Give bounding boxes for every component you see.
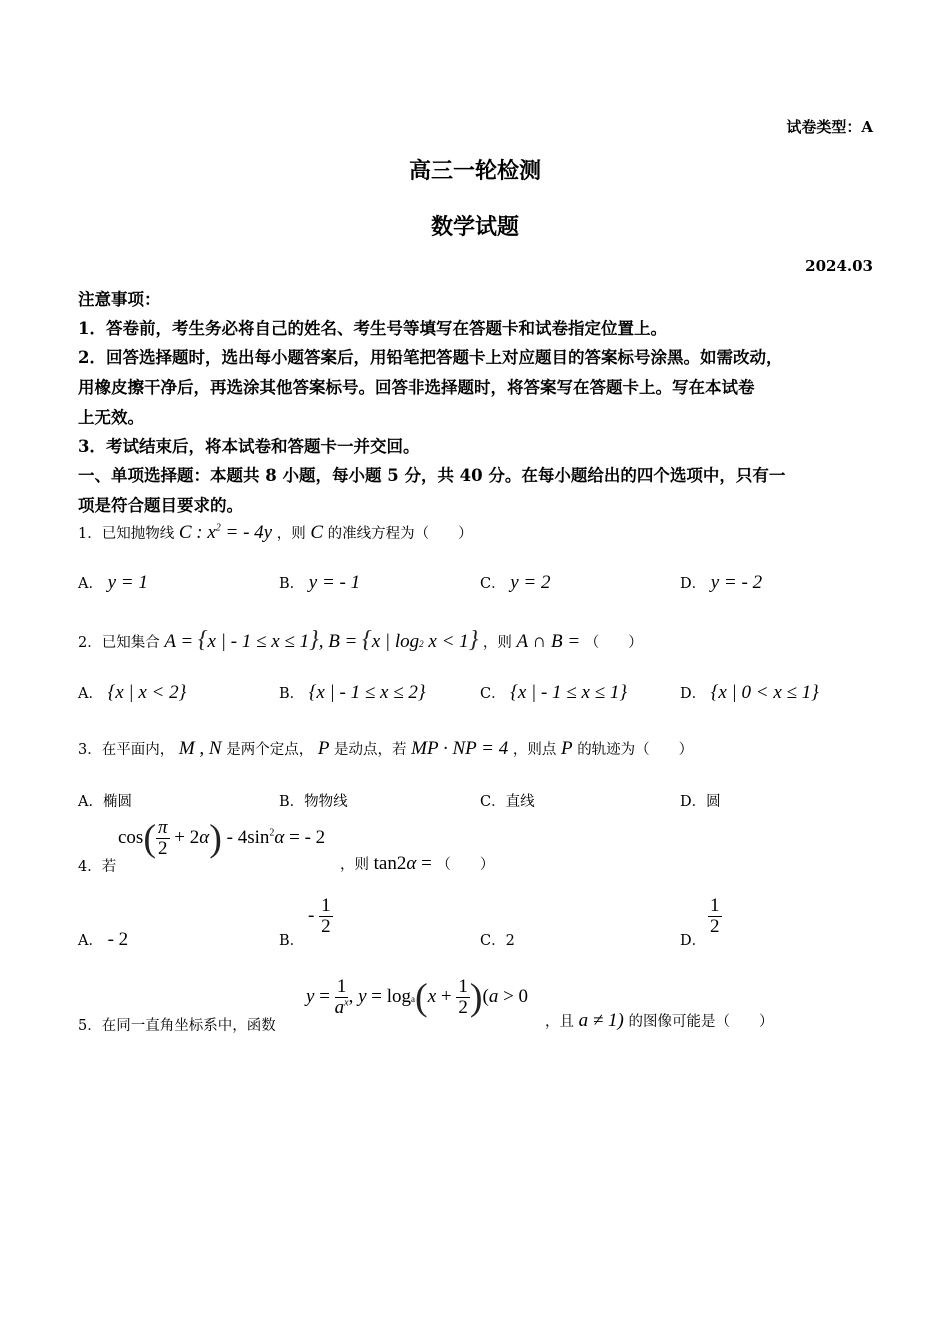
exam-title: 高三一轮检测: [408, 158, 541, 184]
q3-var-p2: P: [560, 738, 573, 759]
q2-mid: ，则: [482, 635, 512, 651]
q1-suffix: 的准线方程为（ ）: [327, 526, 473, 542]
q3-var-p: P: [317, 738, 330, 759]
q1-expression: C : $x^2$ = - 4y: [178, 522, 273, 543]
q4-mid: ，则: [340, 857, 369, 873]
note-3: 3．考试结束后，将本试卷和答题卡一并交回。: [78, 437, 420, 456]
q1-option-c: C． y = 2: [480, 572, 551, 593]
note-2-cont: 用橡皮擦干净后，再选涂其他答案标号。回答非选择题时，将答案写在答题卡上。写在本试卷: [78, 378, 755, 397]
q4-option-c: C．2: [480, 933, 515, 949]
q3-expression: MP · NP = 4: [411, 738, 509, 759]
q3-option-d: D．圆: [680, 794, 721, 810]
q3-text-2: 是动点，若: [334, 742, 407, 758]
q2-option-b: B． {x | - 1 ≤ x ≤ 2}: [279, 682, 426, 703]
q4-expression: cos( $\frac{\pi}{2}$ + $2\alpha) - 4\sin^2\alpha$ = - 2: [118, 817, 326, 860]
q3-option-c: C．直线: [480, 794, 535, 810]
q5-suffix: 的图像可能是（ ）: [628, 1014, 774, 1030]
q1-option-a: A． y = 1: [78, 572, 148, 593]
section-heading: 一、单项选择题：本题共 8 小题，每小题 5 分，共 40 分。在每小题给出的四个选项中，只有一: [78, 466, 786, 485]
q1-var: C: [310, 522, 324, 543]
q2-expression-2: A ∩ B =: [516, 631, 581, 652]
q1-mid: ，则: [276, 526, 306, 542]
q1-prefix: 1．已知抛物线: [78, 526, 175, 542]
q4-option-b-label: B．: [279, 933, 305, 949]
q2-option-c: C． {x | - 1 ≤ x ≤ 1}: [480, 682, 627, 703]
question-2: [78, 627, 643, 654]
q3-suffix: 的轨迹为（ ）: [577, 742, 694, 758]
q3-text-1: 是两个定点，: [226, 742, 314, 758]
notes-heading: 注意事项：: [78, 290, 161, 309]
q2-expression: A = {x | - 1 ≤ x ≤ 1}, B = {x | log2 x < 1}: [164, 627, 479, 653]
q4-prefix: 4．若: [78, 859, 117, 875]
q3-points: M , N: [178, 738, 222, 759]
q4-option-b: - $\frac{1}{2}$: [308, 895, 331, 937]
question-1: [78, 522, 473, 544]
q5-prefix: 5．在同一直角坐标系中，函数: [78, 1018, 276, 1034]
q3-option-b: B．物物线: [279, 794, 348, 810]
question-3: [78, 738, 693, 760]
q4-suffix: （ ）: [436, 857, 495, 873]
q5-expression-2: a ≠ 1): [578, 1010, 624, 1031]
q4-option-d: $\frac{1}{2}$: [710, 895, 720, 937]
q4-expression-2: tan2α =: [373, 853, 432, 874]
question-5: [545, 1010, 773, 1032]
q4-option-d-label: D．: [680, 933, 707, 949]
subject-title: 数学试题: [430, 214, 519, 240]
section-heading-cont: 项是符合题目要求的。: [78, 496, 243, 515]
q3-text-3: ，则点: [512, 742, 557, 758]
q5-mid: ，且: [545, 1014, 574, 1030]
q3-prefix: 3．在平面内，: [78, 742, 175, 758]
q2-prefix: 2．已知集合: [78, 635, 160, 651]
q1-option-d: D． y = - 2: [680, 572, 763, 593]
q3-option-a: A．椭圆: [78, 794, 132, 810]
note-1: 1．答卷前，考生务必将自己的姓名、考生号等填写在答题卡和试卷指定位置上。: [78, 319, 667, 338]
paper-type: 试卷类型：A: [786, 118, 873, 136]
q4-option-a: A． - 2: [78, 929, 129, 950]
exam-date: 2024.03: [805, 257, 873, 275]
note-2: 2．回答选择题时，选出每小题答案后，用铅笔把答题卡上对应题目的答案标号涂黑。如需改动，: [78, 348, 783, 367]
q2-option-a: A． {x | x < 2}: [78, 682, 187, 703]
q2-suffix: （ ）: [584, 635, 643, 651]
q1-option-b: B． y = - 1: [279, 572, 361, 593]
q5-expression: y = $\frac{1}{a^x}$ , y = loga(x + $\frac{1}{2}$ )(a > 0: [306, 976, 529, 1019]
q2-option-d: D． {x | 0 < x ≤ 1}: [680, 682, 819, 703]
question-4: [340, 853, 494, 875]
note-2-end: 上无效。: [78, 408, 144, 427]
